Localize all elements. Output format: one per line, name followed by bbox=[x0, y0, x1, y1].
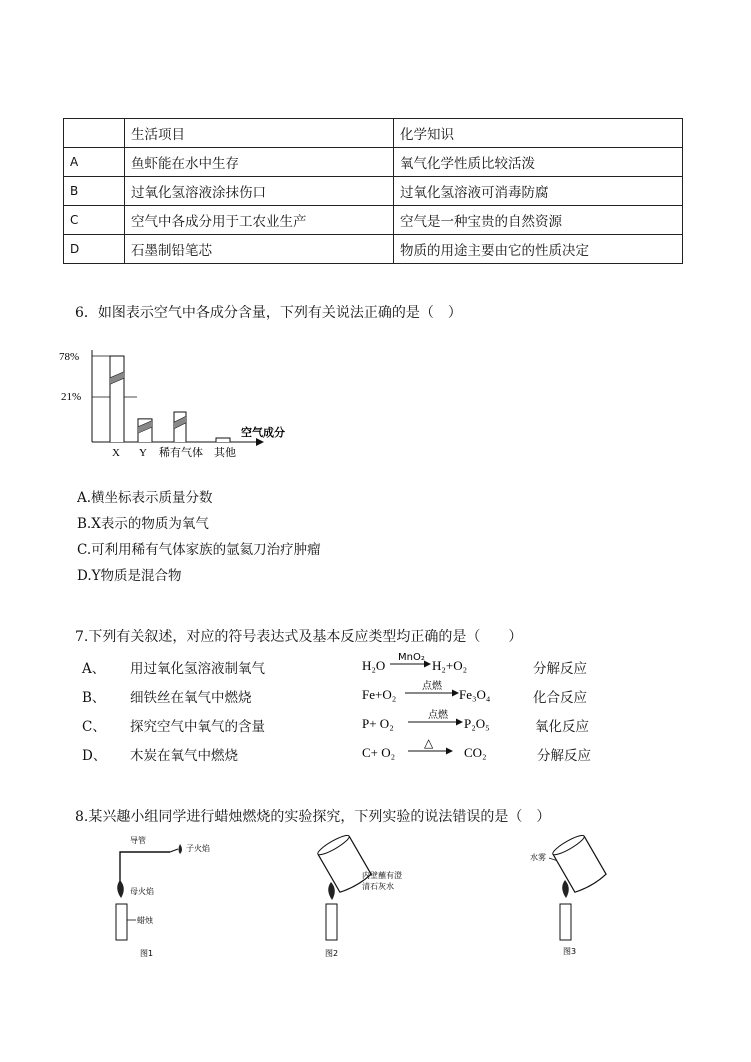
table-cell: 过氧化氢溶液可消毒防腐 bbox=[394, 177, 683, 206]
table-cell: A bbox=[64, 148, 125, 177]
table-row bbox=[64, 206, 683, 235]
candle-icon bbox=[326, 904, 337, 940]
question-6-option-b: B.X表示的物质为氧气 bbox=[77, 516, 209, 532]
small-flame-icon bbox=[179, 844, 183, 854]
candle-icon bbox=[560, 904, 571, 940]
table-cell: D bbox=[64, 235, 125, 264]
question-7-letter: A、 bbox=[82, 661, 106, 677]
equation-lhs: C+ O₂ bbox=[362, 745, 396, 760]
table-cell: 鱼虾能在水中生存 bbox=[125, 148, 394, 177]
equation-rhs: P₂O₅ bbox=[464, 716, 490, 731]
question-7-description: 用过氧化氢溶液制氧气 bbox=[130, 661, 265, 677]
question-8-stem: 8.某兴趣小组同学进行蜡烛燃烧的实验探究，下列实验的说法错误的是（ ） bbox=[75, 809, 551, 825]
question-6-option-a: A.横坐标表示质量分数 bbox=[77, 490, 213, 506]
candle-icon bbox=[116, 904, 127, 940]
equation-rhs: Fe₃O₄ bbox=[459, 687, 491, 702]
equations-block bbox=[360, 650, 530, 770]
reaction-condition: △ bbox=[424, 736, 434, 750]
question-6-option-d: D.Y物质是混合物 bbox=[77, 568, 182, 584]
figure-1-candle-tube bbox=[100, 832, 230, 962]
figure-caption: 图1 bbox=[140, 949, 154, 958]
equation-lhs: H₂O bbox=[362, 658, 386, 673]
x-tick-label: X bbox=[112, 447, 120, 459]
reaction-type: 分解反应 bbox=[537, 748, 591, 764]
y-tick-label: 21% bbox=[61, 391, 82, 403]
bars bbox=[110, 356, 230, 442]
bar-X bbox=[110, 356, 124, 442]
comparison-table bbox=[63, 118, 683, 264]
table-cell: 过氧化氢溶液涂抹伤口 bbox=[125, 177, 394, 206]
main-flame-label: 母火焰 bbox=[130, 887, 154, 896]
table-row bbox=[64, 235, 683, 264]
reaction-condition: MnO₂ bbox=[398, 652, 425, 663]
beaker-label: 清石灰水 bbox=[362, 882, 394, 891]
question-6-option-c: C.可利用稀有气体家族的氩氦刀治疗肿瘤 bbox=[77, 542, 321, 558]
figure-caption: 图3 bbox=[563, 947, 577, 956]
candle-label: 蜡烛 bbox=[137, 916, 153, 925]
equation-lhs: P+ O₂ bbox=[362, 716, 394, 731]
main-flame-icon bbox=[117, 880, 124, 898]
figure-3-water-mist-beaker bbox=[525, 830, 635, 960]
table-cell: 空气是一种宝贵的自然资源 bbox=[394, 206, 683, 235]
x-tick-label: Y bbox=[139, 447, 147, 459]
y-tick-label: 78% bbox=[59, 351, 80, 363]
beaker-icon bbox=[551, 833, 607, 894]
flame-icon bbox=[328, 882, 335, 900]
beaker-label: 内壁蘸有澄 bbox=[362, 871, 402, 880]
question-7-letter: B、 bbox=[82, 690, 106, 706]
reaction-type: 化合反应 bbox=[533, 690, 587, 706]
x-tick-label: 其他 bbox=[214, 446, 236, 459]
table-cell: 空气中各成分用于工农业生产 bbox=[125, 206, 394, 235]
question-7-letter: C、 bbox=[82, 719, 106, 735]
table-cell: 氧气化学性质比较活泼 bbox=[394, 148, 683, 177]
table-cell: B bbox=[64, 177, 125, 206]
x-tick-label: 稀有气体 bbox=[159, 446, 203, 459]
question-7-stem: 7.下列有关叙述，对应的符号表达式及基本反应类型均正确的是（ ） bbox=[75, 629, 523, 645]
figure-caption: 图2 bbox=[325, 949, 339, 958]
reaction-condition: 点燃 bbox=[428, 710, 448, 721]
question-7-letter: D、 bbox=[82, 748, 107, 764]
small-flame-label: 子火焰 bbox=[186, 844, 210, 853]
tube-label: 导管 bbox=[130, 836, 146, 845]
x-axis-label: 空气成分 bbox=[241, 426, 285, 439]
table-header-cell bbox=[64, 119, 125, 148]
reaction-type: 氧化反应 bbox=[535, 719, 589, 735]
flame-icon bbox=[562, 880, 569, 898]
bar-其他 bbox=[216, 438, 230, 442]
equation-rhs: H₂+O₂ bbox=[432, 658, 468, 673]
table-header-cell: 生活项目 bbox=[125, 119, 394, 148]
figure-2-limewater-beaker bbox=[305, 830, 435, 960]
question-6-stem: 6．如图表示空气中各成分含量，下列有关说法正确的是（ ） bbox=[75, 305, 462, 321]
table-row bbox=[64, 148, 683, 177]
equation-rhs: CO₂ bbox=[464, 745, 487, 760]
reaction-type: 分解反应 bbox=[533, 661, 587, 677]
table-cell: 物质的用途主要由它的性质决定 bbox=[394, 235, 683, 264]
equation-lhs: Fe+O₂ bbox=[362, 687, 397, 702]
table-header-row bbox=[64, 119, 683, 148]
table-cell: 石墨制铅笔芯 bbox=[125, 235, 394, 264]
question-7-description: 细铁丝在氧气中燃烧 bbox=[130, 690, 252, 706]
glass-tube bbox=[120, 852, 170, 882]
table-cell: C bbox=[64, 206, 125, 235]
question-7-description: 木炭在氧气中燃烧 bbox=[130, 748, 238, 764]
air-composition-chart bbox=[55, 340, 315, 465]
reaction-condition: 点燃 bbox=[422, 681, 442, 692]
table-header-cell: 化学知识 bbox=[394, 119, 683, 148]
question-7-description: 探究空气中氧气的含量 bbox=[130, 719, 265, 735]
table-row bbox=[64, 177, 683, 206]
mist-label: 水雾 bbox=[530, 853, 546, 862]
